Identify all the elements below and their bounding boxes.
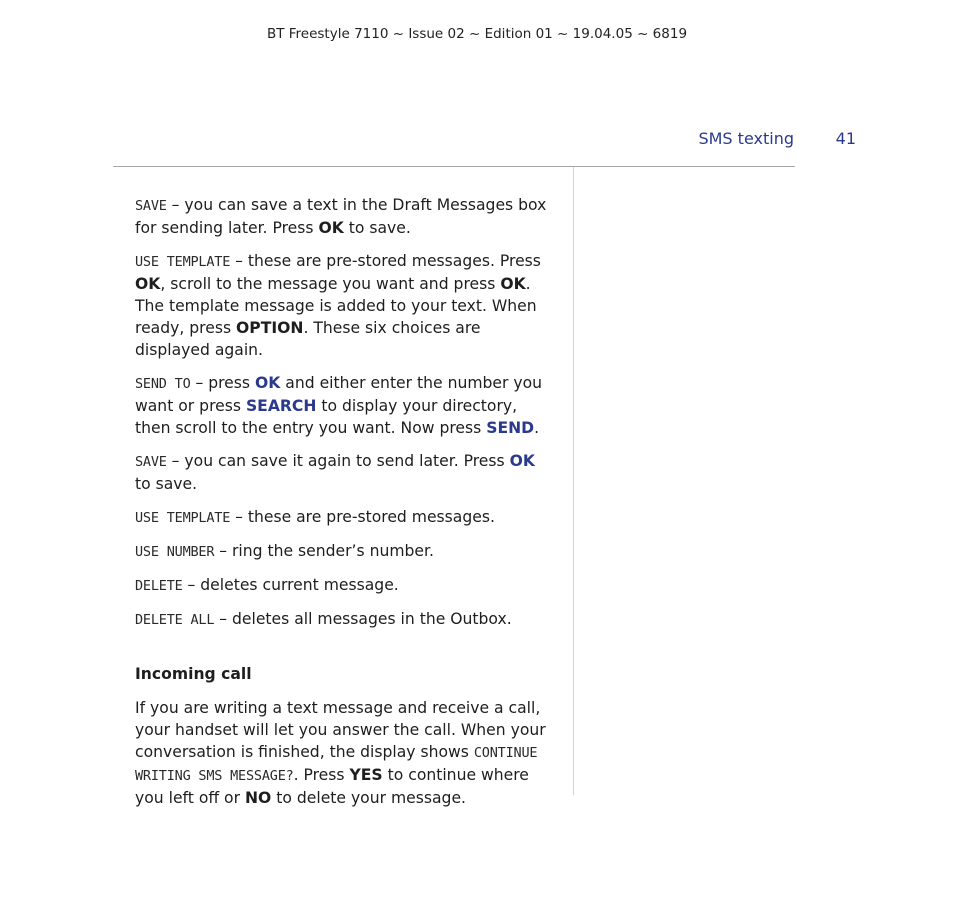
option-text: and either enter the number you want or press xyxy=(135,374,543,415)
option-delete-all xyxy=(135,608,555,631)
option-text: to save. xyxy=(135,475,198,493)
option-use-template-2 xyxy=(135,506,555,529)
column-divider xyxy=(573,167,574,795)
display-command: SAVE xyxy=(135,198,167,214)
key-label: OK xyxy=(254,374,281,392)
option-use-number xyxy=(135,540,555,563)
key-label: OK xyxy=(500,275,526,293)
option-text: to save. xyxy=(343,219,411,237)
option-text: – these are pre-stored messages. xyxy=(230,508,495,526)
paragraph-text: to delete your message. xyxy=(271,789,467,807)
key-label: OPTION xyxy=(236,319,304,337)
option-delete xyxy=(135,574,555,597)
header-rule xyxy=(113,166,795,167)
display-command: SEND TO xyxy=(135,376,191,392)
option-save-again xyxy=(135,450,555,495)
option-text: – press xyxy=(190,374,255,392)
option-text: – deletes all messages in the Outbox. xyxy=(214,610,512,628)
main-column xyxy=(135,194,555,820)
option-text: – these are pre-stored messages. Press xyxy=(230,252,541,270)
incoming-call-heading: Incoming call xyxy=(135,665,252,683)
option-text: – deletes current message. xyxy=(182,576,399,594)
incoming-call-paragraph xyxy=(135,697,555,809)
option-text: – you can save it again to send later. Press xyxy=(166,452,510,470)
option-text: . These six choices are displayed again. xyxy=(135,319,481,359)
option-text: . The template message is added to your text. When ready, press xyxy=(135,275,537,337)
key-label: NO xyxy=(244,789,272,807)
section-title: SMS texting xyxy=(698,129,794,148)
option-text: , scroll to the message you want and press xyxy=(160,275,501,293)
paragraph-text: . Press xyxy=(293,766,350,784)
option-text: – you can save a text in the Draft Messages box for sending later. Press xyxy=(135,196,547,237)
display-message: CONTINUE WRITING SMS MESSAGE? xyxy=(135,745,538,784)
key-label: YES xyxy=(349,766,383,784)
print-imprint: BT Freestyle 7110 ~ Issue 02 ~ Edition 01 ~ 19.04.05 ~ 6819 xyxy=(266,26,688,42)
option-text: – ring the sender’s number. xyxy=(214,542,434,560)
key-label: SEND xyxy=(486,419,535,437)
option-use-template xyxy=(135,250,555,361)
option-save-draft xyxy=(135,194,555,239)
key-label: OK xyxy=(318,219,344,237)
key-label: SEARCH xyxy=(245,397,317,415)
display-command: USE NUMBER xyxy=(135,544,215,560)
page-number: 41 xyxy=(835,129,856,148)
option-text: . xyxy=(534,419,540,437)
option-text: to display your directory, then scroll to the entry you want. Now press xyxy=(135,397,518,437)
display-command: DELETE xyxy=(135,578,183,594)
option-send-to xyxy=(135,372,555,439)
display-command: USE TEMPLATE xyxy=(135,510,231,526)
key-label: OK xyxy=(135,275,161,293)
paragraph-text: If you are writing a text message and receive a call, your handset will let you answer the call. When your conversation is finished, the display shows xyxy=(135,699,546,761)
paragraph-text: to continue where you left off or xyxy=(135,766,529,807)
display-command: USE TEMPLATE xyxy=(135,254,231,270)
key-label: OK xyxy=(509,452,535,470)
display-command: DELETE ALL xyxy=(135,612,215,628)
display-command: SAVE xyxy=(135,454,167,470)
